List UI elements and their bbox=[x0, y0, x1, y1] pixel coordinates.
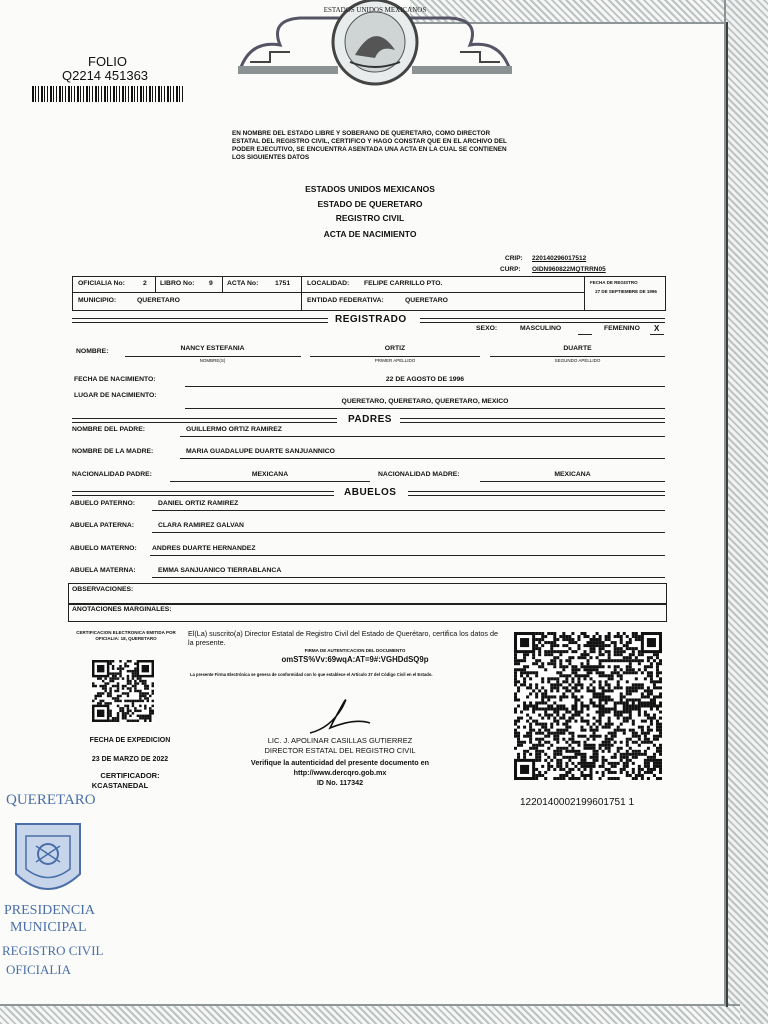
director-signature bbox=[300, 688, 380, 738]
seal-text: ESTADOS UNIDOS MEXICANOS bbox=[323, 6, 427, 14]
large-qr-code bbox=[514, 632, 662, 780]
stamp-line3: REGISTRO CIVIL bbox=[2, 943, 104, 958]
municipal-stamp-emblem bbox=[8, 814, 88, 900]
title-mexico: ESTADOS UNIDOS MEXICANOS bbox=[305, 184, 435, 194]
lugar-nacimiento-value: QUERETARO, QUERETARO, QUERETARO, MEXICO bbox=[341, 398, 509, 405]
observaciones-box bbox=[68, 583, 667, 605]
fecha-nacimiento-label: FECHA DE NACIMIENTO: bbox=[74, 376, 156, 383]
segundo-apellido-value: DUARTE bbox=[563, 345, 592, 352]
id-number: ID No. 117342 bbox=[316, 778, 364, 787]
director-name: LIC. J. APOLINAR CASILLAS GUTIERREZ bbox=[267, 736, 413, 745]
curp-label: CURP: bbox=[500, 266, 521, 273]
stamp-line2: MUNICIPAL bbox=[10, 920, 87, 935]
certificador-value: KCASTANEDAL bbox=[91, 781, 149, 790]
fecha-nacimiento-value: 22 DE AGOSTO DE 1996 bbox=[385, 376, 465, 383]
folio-label: FOLIO bbox=[88, 54, 128, 69]
nombre-label: NOMBRE: bbox=[76, 348, 109, 355]
madre-value: MARIA GUADALUPE DUARTE SANJUANNICO bbox=[186, 448, 335, 455]
crip-value: 220140296017512 bbox=[532, 255, 587, 262]
stamp-line4: OFICIALIA bbox=[6, 962, 71, 977]
entidad-label: ENTIDAD FEDERATIVA: bbox=[307, 297, 384, 304]
decorative-border-right bbox=[724, 0, 768, 1024]
verify-url[interactable]: http://www.dercqro.gob.mx bbox=[293, 768, 387, 777]
fecha-registro-label: FECHA DE REGISTRO bbox=[590, 280, 638, 285]
sexo-label: SEXO: bbox=[476, 325, 498, 332]
abuela-materna-value: EMMA SANJUANICO TIERRABLANCA bbox=[158, 567, 282, 574]
abuela-paterna-value: CLARA RAMIREZ GALVAN bbox=[158, 522, 244, 529]
certifica-statement: El(La) suscrito(a) Director Estatal de Registro Civil del Estado de Querétaro, certifica los datos de la presente. bbox=[188, 629, 498, 647]
segundo-apellido-caption: SEGUNDO APELLIDO bbox=[554, 358, 601, 363]
director-title: DIRECTOR ESTATAL DEL REGISTRO CIVIL bbox=[264, 746, 416, 755]
libro-label: LIBRO No: bbox=[160, 280, 195, 287]
padre-value: GUILLERMO ORTIZ RAMIREZ bbox=[186, 426, 282, 433]
lugar-nacimiento-label: LUGAR DE NACIMIENTO: bbox=[74, 392, 157, 399]
inner-frame bbox=[50, 22, 728, 1007]
intro-statement: EN NOMBRE DEL ESTADO LIBRE Y SOBERANO DE QUERETARO, COMO DIRECTOR ESTATAL DEL REGISTRO CIVIL, CERTIFICO Y HAGO CONSTAR QUE EN EL ARCHIVO DEL PODER EJECUTIVO, SE ENCUENTRA ASENTADA UNA ACTA EN LA CUAL SE CONTIENEN LOS SIGUIENTES DATOS bbox=[232, 130, 507, 161]
localidad-label: LOCALIDAD: bbox=[307, 280, 350, 287]
nombres-value: NANCY ESTEFANIA bbox=[180, 345, 245, 352]
section-abuelos: ABUELOS bbox=[344, 487, 397, 498]
abuelo-materno-label: ABUELO MATERNO: bbox=[70, 545, 137, 552]
fecha-registro-value: 27 DE SEPTIEMBRE DE 1996 bbox=[595, 289, 657, 294]
nacionalidad-padre-value: MEXICANA bbox=[251, 471, 289, 478]
small-qr-code bbox=[92, 660, 154, 722]
nacionalidad-madre-label: NACIONALIDAD MADRE: bbox=[378, 471, 460, 478]
masculino-label: MASCULINO bbox=[520, 325, 562, 332]
section-padres: PADRES bbox=[348, 414, 392, 425]
title-registry: REGISTRO CIVIL bbox=[335, 213, 405, 223]
firma-value: omSTS%Vv:69wqA:AT=9#:VGHDdSQ9p bbox=[281, 655, 429, 664]
folio-number: Q2214 451363 bbox=[62, 68, 149, 83]
curp-value: OIDN960822MQTRRN05 bbox=[532, 266, 606, 273]
nacionalidad-madre-value: MEXICANA bbox=[554, 471, 591, 478]
verify-text: Verifique la autenticidad del presente documento en bbox=[250, 758, 430, 767]
fecha-expedicion-label: FECHA DE EXPEDICION bbox=[89, 737, 171, 744]
primer-apellido-value: ORTIZ bbox=[384, 345, 406, 352]
abuela-materna-label: ABUELA MATERNA: bbox=[70, 567, 136, 574]
abuelo-paterno-value: DANIEL ORTIZ RAMIREZ bbox=[158, 500, 239, 507]
abuelo-paterno-label: ABUELO PATERNO: bbox=[70, 500, 136, 507]
firma-label: FIRMA DE AUTENTICACION DEL DOCUMENTO bbox=[304, 648, 406, 653]
municipio-value: QUERETARO bbox=[137, 297, 180, 304]
certificador-label: CERTIFICADOR: bbox=[100, 771, 160, 780]
primer-apellido-caption: PRIMER APELLIDO bbox=[374, 358, 416, 363]
stamp-line1: PRESIDENCIA bbox=[4, 903, 96, 918]
anotaciones-label: ANOTACIONES MARGINALES: bbox=[72, 606, 172, 613]
nombres-caption: NOMBRE(S) bbox=[199, 358, 226, 363]
folio-barcode bbox=[32, 86, 184, 102]
nacionalidad-padre-label: NACIONALIDAD PADRE: bbox=[72, 471, 152, 478]
certificacion-electronica: CERTIFICACION ELECTRONICA EMITIDA POR OFICIALIA: 18, QUERETARO bbox=[76, 630, 176, 641]
fecha-expedicion-value: 23 DE MARZO DE 2022 bbox=[91, 756, 169, 763]
padre-label: NOMBRE DEL PADRE: bbox=[72, 426, 146, 433]
oficialia-value: 2 bbox=[143, 280, 147, 287]
abuela-paterna-label: ABUELA PATERNA: bbox=[70, 522, 135, 529]
entidad-value: QUERETARO bbox=[405, 297, 448, 304]
observaciones-label: OBSERVACIONES: bbox=[72, 586, 134, 593]
qr-number: 1220140002199601751 1 bbox=[520, 797, 635, 808]
crip-label: CRIP: bbox=[505, 255, 523, 262]
municipio-label: MUNICIPIO: bbox=[78, 297, 117, 304]
madre-label: NOMBRE DE LA MADRE: bbox=[72, 448, 154, 455]
femenino-label: FEMENINO bbox=[604, 325, 640, 332]
oficialia-label: OFICIALIA No: bbox=[78, 280, 125, 287]
femenino-mark: X bbox=[654, 324, 660, 333]
abuelo-materno-value: ANDRES DUARTE HERNANDEZ bbox=[152, 545, 256, 552]
acta-value: 1751 bbox=[275, 280, 291, 287]
section-registrado: REGISTRADO bbox=[335, 314, 407, 325]
title-acta: ACTA DE NACIMIENTO bbox=[323, 229, 417, 239]
national-seal-emblem bbox=[230, 0, 520, 96]
localidad-value: FELIPE CARRILLO PTO. bbox=[364, 280, 443, 287]
libro-value: 9 bbox=[209, 280, 213, 287]
acta-label: ACTA No: bbox=[227, 280, 259, 287]
stamp-city: QUERETARO bbox=[6, 792, 96, 808]
legal-note: La presente Firma Electrónica se genera de conformidad con lo que establece el Artículo 37 del Código Civil en el Estado. bbox=[190, 672, 433, 677]
decorative-border-bottom bbox=[0, 1004, 740, 1024]
title-state: ESTADO DE QUERETARO bbox=[317, 199, 423, 209]
